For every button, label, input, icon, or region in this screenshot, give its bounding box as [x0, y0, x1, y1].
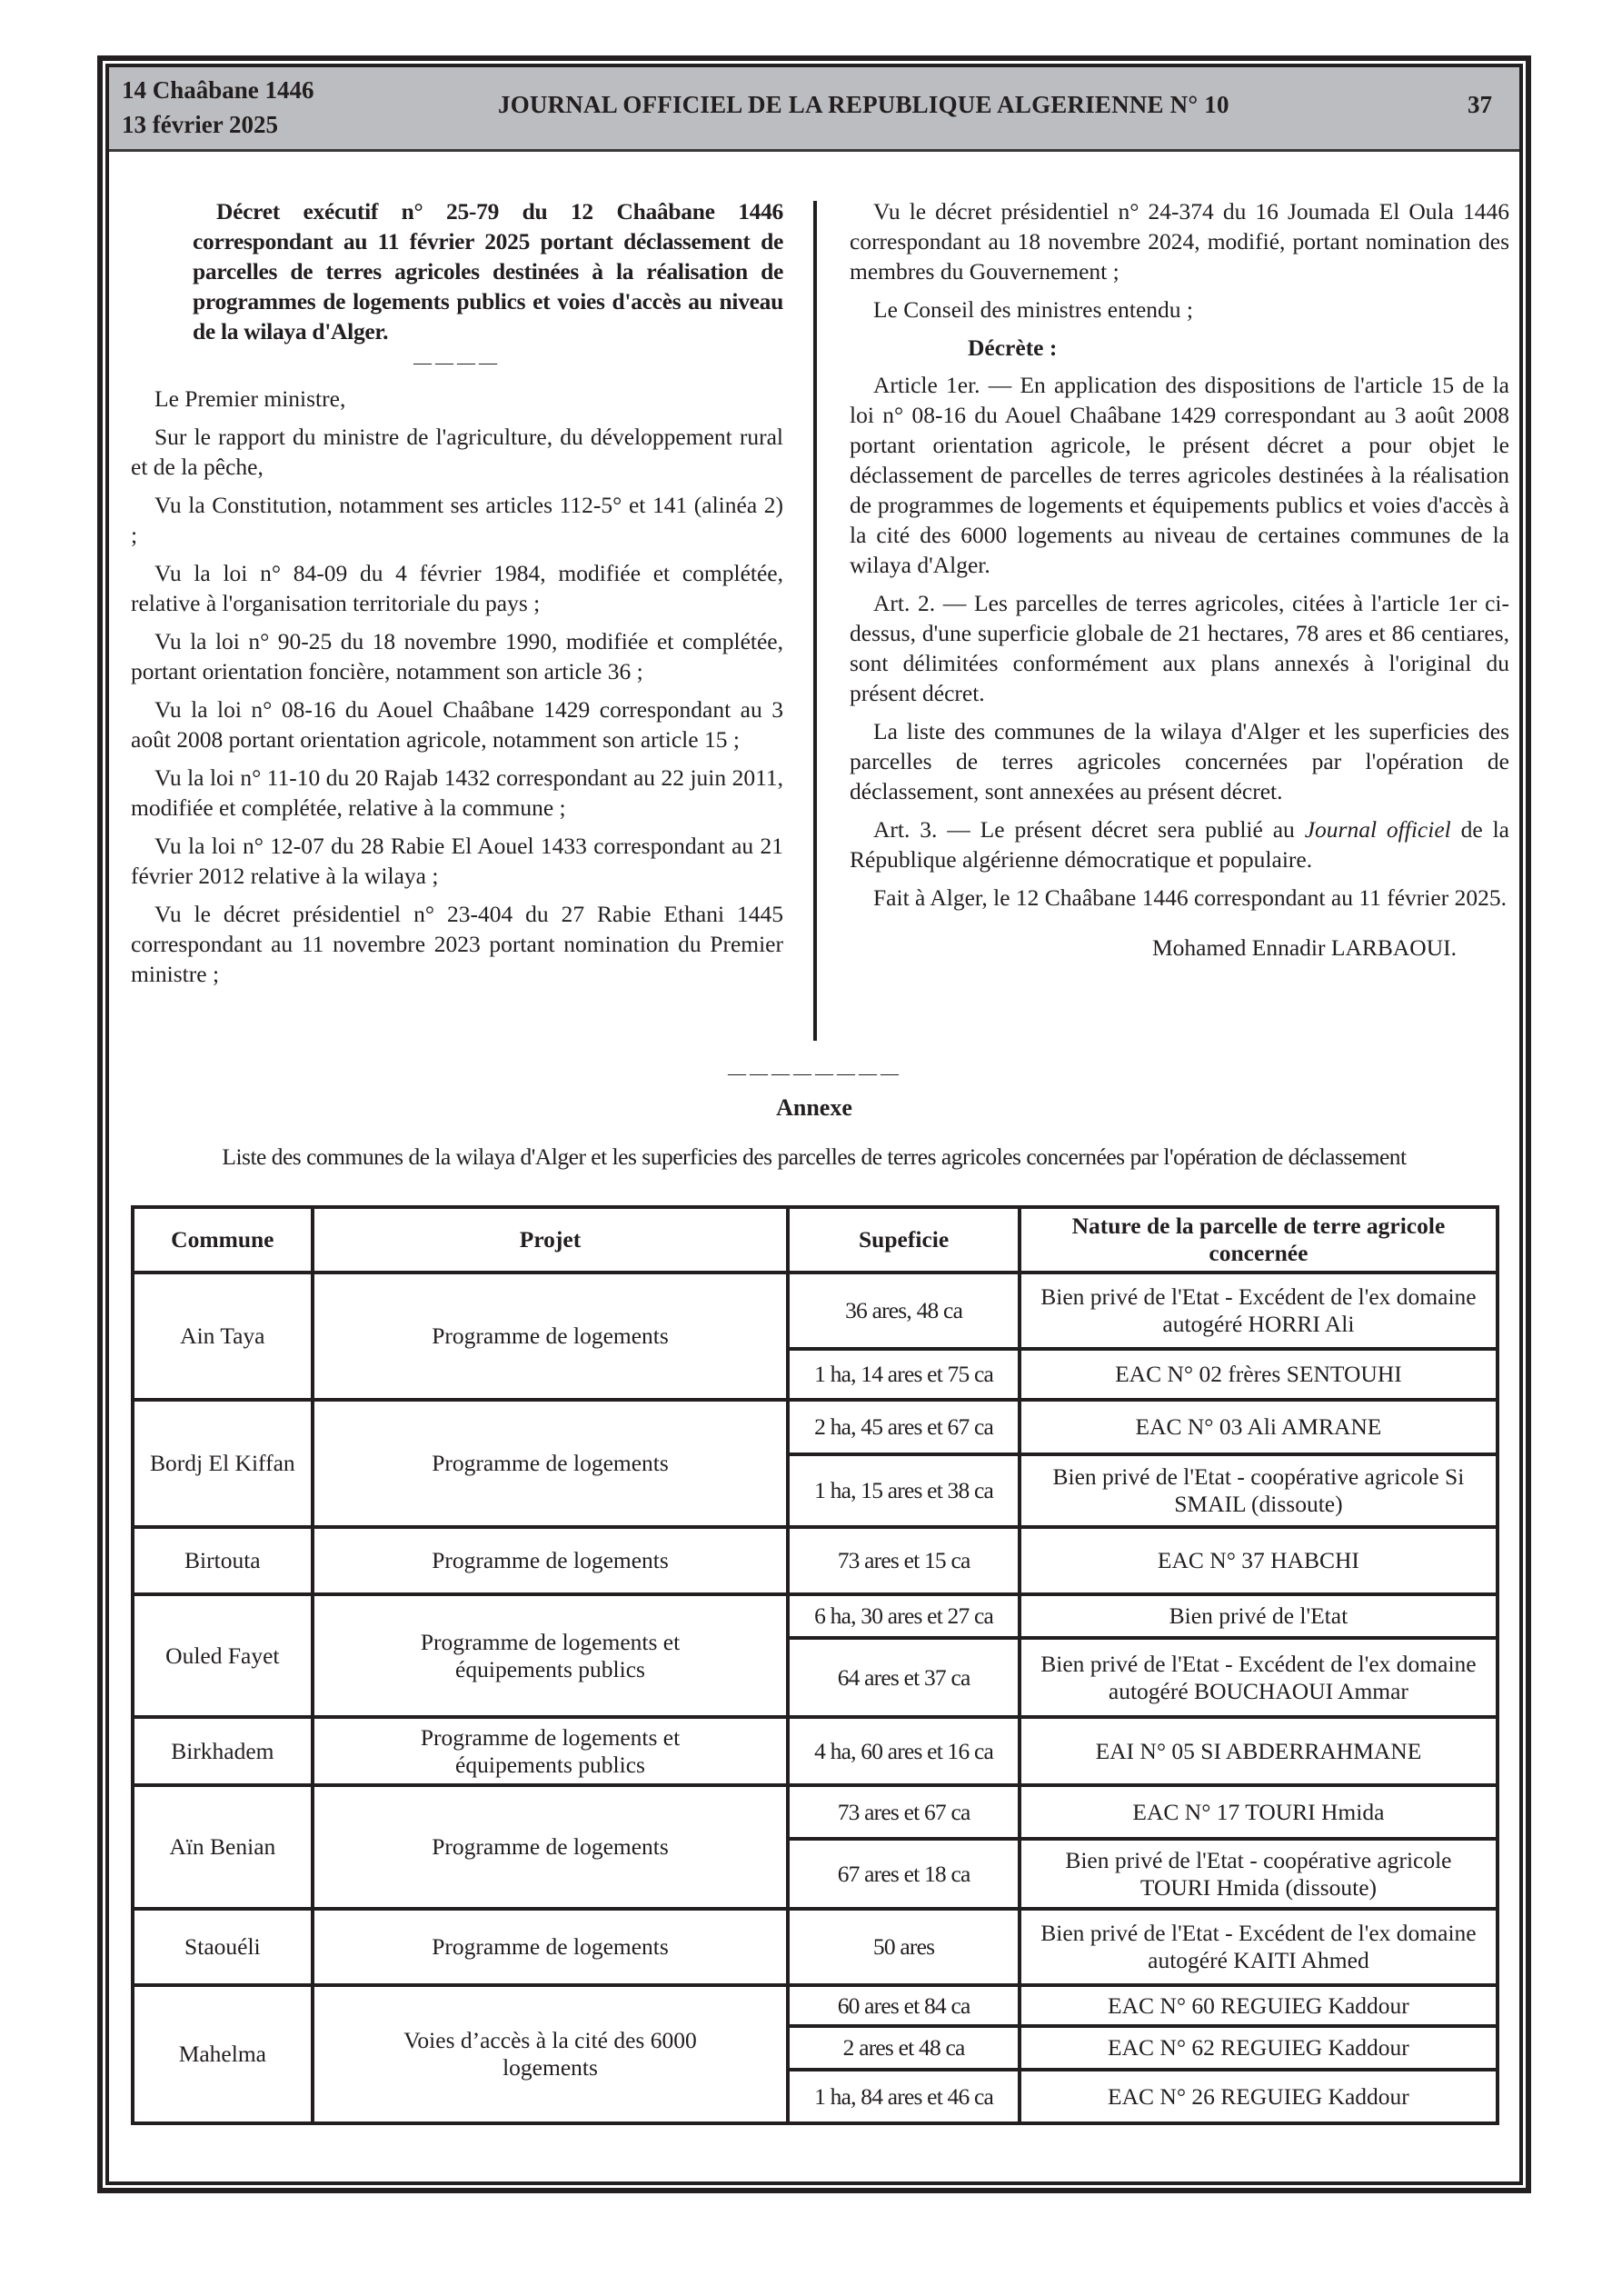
decree-title: Décret exécutif n° 25-79 du 12 Chaâbane 1446 correspondant au 11 février 2025 portant déclassement de parcelles de terres agricoles destinées à la réalisation de programmes de logements publics et voies d'accès au niveau de la wilaya d'Alger.	[193, 198, 783, 344]
cell-nature: EAI N° 05 SI ABDERRAHMANE	[1020, 1717, 1498, 1785]
cell-superficie: 6 ha, 30 ares et 27 ca	[788, 1594, 1020, 1638]
journal-title: JOURNAL OFFICIEL DE LA REPUBLIQUE ALGERIENNE N° 10	[498, 91, 1229, 118]
table-row	[133, 1785, 1498, 1839]
cell-superficie: 4 ha, 60 ares et 16 ca	[788, 1717, 1020, 1785]
cell-commune: Bordj El Kiffan	[133, 1400, 313, 1527]
hijri-date: 14 Chaâbane 1446	[122, 76, 314, 104]
annex-table-body	[133, 1273, 1498, 2123]
table-row	[133, 1273, 1498, 1349]
cell-projet: Programme de logements	[313, 1527, 789, 1594]
visa-paragraph: Sur le rapport du ministre de l'agriculture, du développement rural et de la pêche,	[131, 424, 783, 480]
cell-nature: EAC N° 02 frères SENTOUHI	[1020, 1349, 1498, 1400]
cell-commune: Aïn Benian	[133, 1785, 313, 1909]
column-divider	[813, 201, 817, 1041]
cell-commune: Staouéli	[133, 1909, 313, 1985]
cell-superficie: 64 ares et 37 ca	[788, 1638, 1020, 1717]
cell-nature: Bien privé de l'Etat - coopérative agricole Si SMAIL (dissoute)	[1020, 1454, 1498, 1527]
cell-nature: EAC N° 03 Ali AMRANE	[1020, 1400, 1498, 1454]
articles-list	[850, 370, 1509, 806]
col-header-projet: Projet	[313, 1207, 789, 1273]
visa-paragraph: Vu la Constitution, notamment ses articles 112-5° et 141 (alinéa 2) ;	[131, 492, 783, 548]
annex-title: Annexe	[776, 1094, 852, 1121]
table-row	[133, 1717, 1498, 1785]
cell-projet: Programme de logements	[313, 1909, 789, 1985]
cell-commune: Birtouta	[133, 1527, 313, 1594]
cell-nature: EAC N° 60 REGUIEG Kaddour	[1020, 1985, 1498, 2026]
cell-projet: Programme de logements	[313, 1785, 789, 1909]
visas-list	[131, 384, 783, 989]
annex-separator: ————————	[728, 1063, 902, 1083]
cell-commune: Mahelma	[133, 1985, 313, 2123]
visa-paragraph: Vu la loi n° 84-09 du 4 février 1984, modifiée et complétée, relative à l'organisation territoriale du pays ;	[131, 560, 783, 616]
header-dates	[122, 73, 314, 142]
col-header-commune: Commune	[133, 1207, 313, 1273]
annex-table	[131, 1205, 1499, 2125]
cell-nature: EAC N° 26 REGUIEG Kaddour	[1020, 2070, 1498, 2123]
title-separator: ————	[413, 353, 501, 373]
table-row	[133, 1400, 1498, 1454]
cell-superficie: 1 ha, 14 ares et 75 ca	[788, 1349, 1020, 1400]
cell-superficie: 1 ha, 15 ares et 38 ca	[788, 1454, 1020, 1527]
signature: Mohamed Ennadir LARBAOUI.	[1152, 934, 1457, 961]
cell-nature: EAC N° 17 TOURI Hmida	[1020, 1785, 1498, 1839]
cell-commune: Ain Taya	[133, 1273, 313, 1400]
visas-continued	[850, 196, 1509, 324]
page-header	[109, 67, 1519, 152]
article-paragraph: Article 1er. — En application des dispositions de l'article 15 de la loi n° 08-16 du Aouel Chaâbane 1429 correspondant au 3 août 2008 portant orientation agricole, le présent décret a pour objet le déclassement de parcelles de terres agricoles destinées à la réalisation de programmes de logements et équipements publics et voies d'accès à la cité des 6000 logements au niveau de certaines communes de la wilaya d'Alger.	[850, 372, 1509, 578]
journal-officiel-italic: Journal officiel	[1304, 816, 1451, 843]
cell-nature: Bien privé de l'Etat - Excédent de l'ex domaine autogéré KAITI Ahmed	[1020, 1909, 1498, 1985]
cell-nature: Bien privé de l'Etat - Excédent de l'ex domaine autogéré BOUCHAOUI Ammar	[1020, 1638, 1498, 1717]
cell-projet: Programme de logements et équipements publics	[313, 1717, 789, 1785]
cell-projet: Voies d’accès à la cité des 6000 logements	[313, 1985, 789, 2123]
cell-superficie: 36 ares, 48 ca	[788, 1273, 1020, 1349]
col-header-nature: Nature de la parcelle de terre agricole concernée	[1020, 1207, 1498, 1273]
cell-superficie: 50 ares	[788, 1909, 1020, 1985]
cell-nature: EAC N° 37 HABCHI	[1020, 1527, 1498, 1594]
visa-paragraph: Vu la loi n° 90-25 du 18 novembre 1990, modifiée et complétée, portant orientation foncière, notamment son article 36 ;	[131, 628, 783, 684]
cell-commune: Ouled Fayet	[133, 1594, 313, 1717]
cell-superficie: 2 ha, 45 ares et 67 ca	[788, 1400, 1020, 1454]
cell-superficie: 73 ares et 15 ca	[788, 1527, 1020, 1594]
article-paragraph: La liste des communes de la wilaya d'Alger et les superficies des parcelles de terres agricoles concernées par l'opération de déclassement, sont annexées au présent décret.	[850, 718, 1509, 804]
right-column	[850, 196, 1509, 971]
left-column	[131, 196, 783, 997]
visa-paragraph: Vu la loi n° 08-16 du Aouel Chaâbane 1429 correspondant au 3 août 2008 portant orientation agricole, notamment son article 15 ;	[131, 696, 783, 753]
cell-projet: Programme de logements et équipements publics	[313, 1594, 789, 1717]
cell-nature: Bien privé de l'Etat - Excédent de l'ex domaine autogéré HORRI Ali	[1020, 1273, 1498, 1349]
table-row	[133, 1594, 1498, 1638]
done-at: Fait à Alger, le 12 Chaâbane 1446 correspondant au 11 février 2025.	[873, 884, 1507, 911]
visa-paragraph: Vu le décret présidentiel n° 24-374 du 16 Joumada El Oula 1446 correspondant au 18 novembre 2024, modifié, portant nomination des membres du Gouvernement ;	[850, 198, 1509, 285]
gregorian-date: 13 février 2025	[122, 111, 278, 138]
cell-superficie: 60 ares et 84 ca	[788, 1985, 1020, 2026]
cell-commune: Birkhadem	[133, 1717, 313, 1785]
annex-subtitle: Liste des communes de la wilaya d'Alger et les superficies des parcelles de terres agricoles concernées par l'opération de déclassement	[222, 1143, 1407, 1170]
cell-superficie: 2 ares et 48 ca	[788, 2026, 1020, 2070]
decrete-heading: Décrète :	[968, 334, 1058, 361]
col-header-superficie: Supeficie	[788, 1207, 1020, 1273]
cell-nature: Bien privé de l'Etat	[1020, 1594, 1498, 1638]
visa-paragraph: Vu le décret présidentiel n° 23-404 du 27 Rabie Ethani 1445 correspondant au 11 novembre 2023 portant nomination du Premier ministre ;	[131, 901, 783, 987]
table-header-row	[133, 1207, 1498, 1273]
cell-superficie: 73 ares et 67 ca	[788, 1785, 1020, 1839]
table-row	[133, 1909, 1498, 1985]
cell-superficie: 67 ares et 18 ca	[788, 1839, 1020, 1909]
table-row	[133, 1985, 1498, 2026]
article-paragraph: Art. 2. — Les parcelles de terres agricoles, citées à l'article 1er ci-dessus, d'une superficie globale de 21 hectares, 78 ares et 86 centiares, sont délimitées conformément aux plans annexés à l'original du présent décret.	[850, 590, 1509, 706]
visa-paragraph: Le Premier ministre,	[154, 385, 346, 412]
cell-nature: EAC N° 62 REGUIEG Kaddour	[1020, 2026, 1498, 2070]
cell-projet: Programme de logements	[313, 1273, 789, 1400]
page-number: 37	[1468, 91, 1492, 118]
cell-superficie: 1 ha, 84 ares et 46 ca	[788, 2070, 1020, 2123]
cell-nature: Bien privé de l'Etat - coopérative agricole TOURI Hmida (dissoute)	[1020, 1839, 1498, 1909]
table-row	[133, 1527, 1498, 1594]
cell-projet: Programme de logements	[313, 1400, 789, 1527]
visa-paragraph: Le Conseil des ministres entendu ;	[873, 296, 1193, 323]
visa-paragraph: Vu la loi n° 11-10 du 20 Rajab 1432 correspondant au 22 juin 2011, modifiée et complétée, relative à la commune ;	[131, 764, 783, 821]
visa-paragraph: Vu la loi n° 12-07 du 28 Rabie El Aouel 1433 correspondant au 21 février 2012 relative à la wilaya ;	[131, 833, 783, 889]
article-3: Art. 3. — Le présent décret sera publié au Journal officiel de la République algérienne démocratique et populaire.	[850, 816, 1509, 873]
